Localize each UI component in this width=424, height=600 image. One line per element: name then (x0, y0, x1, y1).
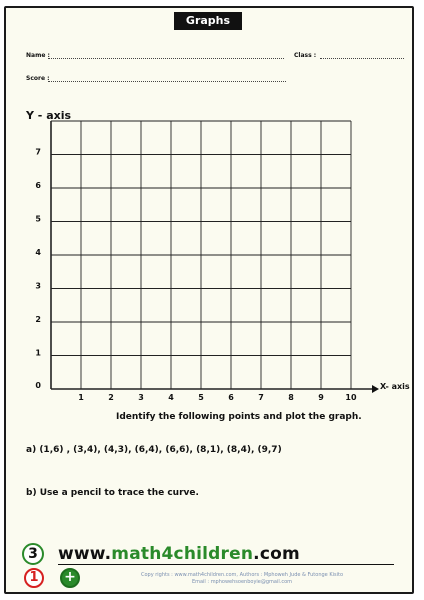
logo-prefix: www. (58, 544, 112, 564)
question-a: a) (1,6) , (3,4), (4,3), (6,4), (6,6), (8,1), (8,4), (9,7) (26, 445, 282, 455)
logo-badge-three: 3 (22, 543, 44, 565)
logo-badge-one: 1 (24, 568, 44, 588)
score-label: Score : (26, 75, 50, 82)
y-axis-label: Y - axis (26, 109, 72, 122)
x-tick-label: 3 (138, 393, 144, 402)
y-tick-label: 7 (35, 147, 41, 157)
y-tick-label: 0 (35, 381, 41, 390)
x-tick-label: 6 (228, 393, 234, 402)
logo-main: math4children (111, 544, 254, 564)
y-tick-label: 4 (35, 248, 41, 257)
x-tick-label: 10 (345, 393, 357, 402)
x-tick-label: 8 (288, 393, 294, 402)
copyright-block (92, 572, 392, 586)
x-tick-label: 2 (108, 393, 114, 402)
x-tick-label: 7 (258, 393, 264, 402)
footer-divider (58, 564, 394, 565)
logo-suffix: .com (253, 544, 300, 564)
y-tick-label: 2 (35, 315, 41, 324)
copyright-email: Email : mphowehsoenboyie@gmail.com (191, 579, 293, 585)
question-b: b) Use a pencil to trace the curve. (26, 488, 199, 498)
x-axis-label: X- axis (380, 382, 410, 391)
y-tick-label: 6 (35, 181, 41, 190)
instruction-text: Identify the following points and plot the graph. (116, 412, 362, 422)
x-tick-label: 1 (78, 393, 84, 402)
plus-icon: + (60, 568, 80, 588)
x-tick-label: 9 (318, 393, 324, 402)
x-tick-label: 4 (168, 393, 174, 402)
site-logo[interactable] (58, 544, 300, 564)
y-tick-label: 3 (35, 281, 41, 291)
x-tick-label: 5 (198, 393, 204, 402)
worksheet-title: Graphs (174, 12, 242, 30)
y-tick-label: 1 (35, 348, 41, 358)
x-axis-arrow-icon (372, 385, 379, 393)
copyright-line: Copy rights : www.math4children.com, Authors : Mphoweh Jude & Futonge Kisito (140, 572, 344, 578)
y-tick-label: 5 (35, 214, 41, 224)
class-label: Class : (294, 52, 317, 59)
name-label: Name : (26, 52, 50, 59)
